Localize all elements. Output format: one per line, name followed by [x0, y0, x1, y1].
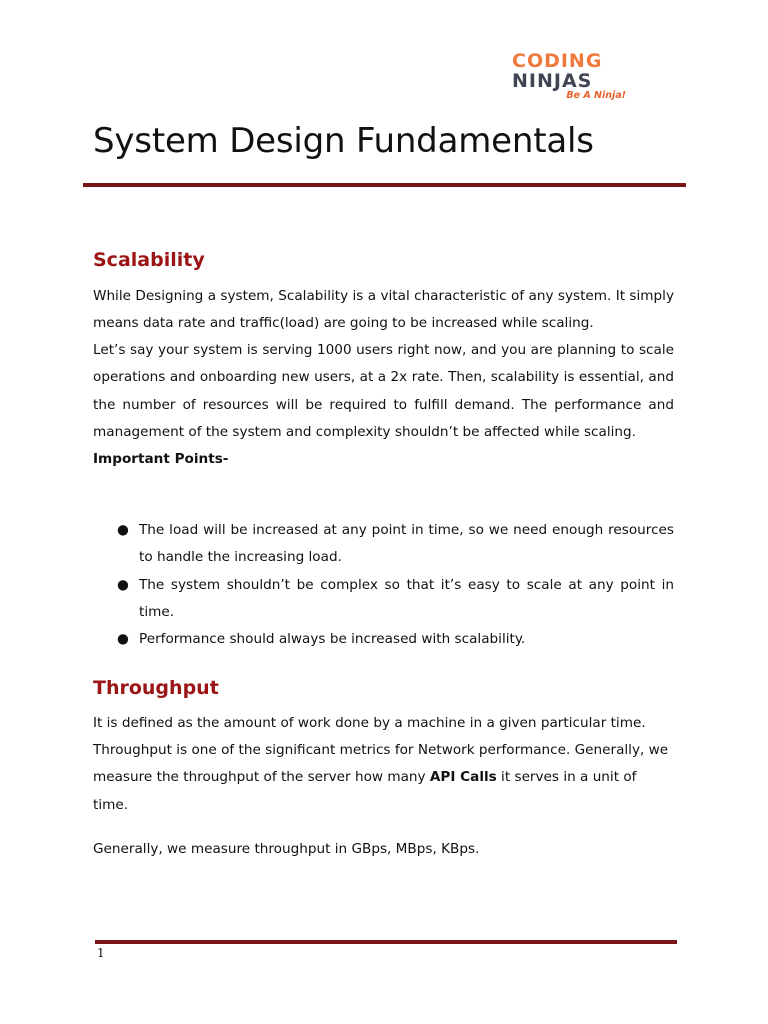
- list-item-text: Performance should always be increased with scalability.: [139, 631, 526, 648]
- footer-divider: [95, 940, 677, 944]
- page-number: 1: [97, 946, 105, 960]
- title-divider: [83, 183, 686, 187]
- throughput-metrics-text-end: it serves in a unit of time.: [93, 769, 637, 813]
- bullet-icon: ●: [117, 631, 129, 648]
- list-item-text: The load will be increased at any point in time, so we need enough resources to handle the increasing load.: [139, 522, 674, 566]
- page-title: System Design Fundamentals: [93, 121, 594, 161]
- scalability-paragraph-1: While Designing a system, Scalability is a vital characteristic of any system. It simply means data rate and traffic(load) are going to be increased while scaling.: [93, 288, 674, 332]
- throughput-units: Generally, we measure throughput in GBps, MBps, KBps.: [93, 841, 480, 857]
- throughput-heading: Throughput: [93, 677, 219, 699]
- throughput-metrics-text-start: Throughput is one of the significant metrics for Network performance. Generally, we measure the throughput of the server how many: [93, 742, 669, 786]
- throughput-definition: It is defined as the amount of work done by a machine in a given particular time.: [93, 715, 646, 731]
- bullet-icon: ●: [117, 522, 129, 538]
- important-points-label: Important Points-: [93, 451, 229, 467]
- logo-tagline: Be A Ninja!: [566, 90, 626, 101]
- important-points-list: [93, 517, 674, 653]
- scalability-heading: Scalability: [93, 249, 205, 271]
- scalability-paragraph-2: Let’s say your system is serving 1000 users right now, and you are planning to scale operations and onboarding new users, at a 2x rate. Then, scalability is essential, and the number of resources will be required to fulfill demand. The performance and management of the system and complexity shouldn’t be affected while scaling.: [93, 342, 674, 440]
- logo-line-2: NINJAS: [512, 70, 593, 92]
- list-item: [93, 517, 674, 572]
- coding-ninjas-logo: [512, 50, 630, 102]
- list-item: [93, 626, 674, 653]
- logo-line-1-text: CODING: [512, 50, 603, 72]
- list-item: [93, 572, 674, 627]
- logo-line-1: [512, 52, 602, 71]
- api-calls-emphasis: API Calls: [429, 769, 497, 786]
- list-item-text: The system shouldn’t be complex so that it’s easy to scale at any point in time.: [139, 576, 674, 620]
- bullet-icon: ●: [117, 576, 129, 593]
- throughput-metrics-paragraph: [93, 737, 674, 819]
